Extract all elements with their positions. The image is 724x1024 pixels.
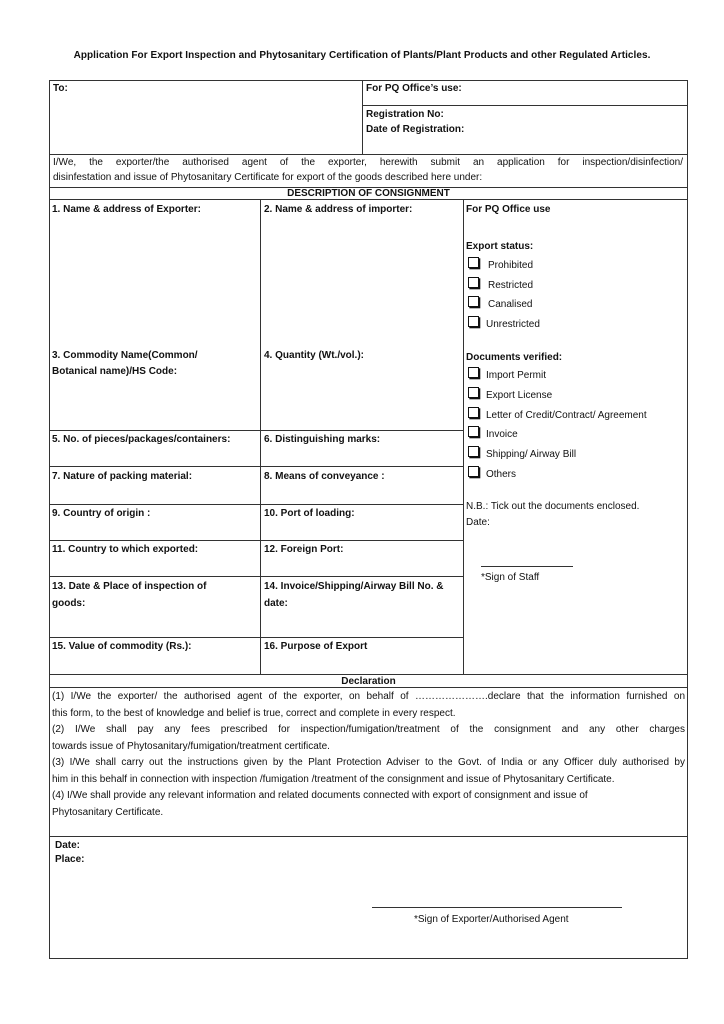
field-invoice-line1: 14. Invoice/Shipping/Airway Bill No. & — [264, 581, 444, 592]
exporter-signature-line — [372, 907, 622, 908]
option-label: Letter of Credit/Contract/ Agreement — [486, 410, 647, 421]
export-status-label: Export status: — [466, 241, 534, 252]
checkbox-icon[interactable] — [468, 446, 479, 457]
option-label: Restricted — [488, 280, 534, 291]
declaration-heading: Declaration — [341, 676, 396, 687]
intro-line-1: I/We, the exporter/the authorised agent of the exporter, herewith submit an application for inspection/disinfection/ — [53, 157, 683, 168]
declaration-p1-line2: this form, to the best of knowledge and belief is true, correct and complete in every respect. — [52, 708, 456, 719]
checkbox-icon[interactable] — [468, 257, 479, 268]
nb-note: N.B.: Tick out the documents enclosed. — [466, 501, 640, 512]
documents-verified-label: Documents verified: — [466, 352, 563, 363]
to-label: To: — [53, 83, 68, 94]
field-country-origin: 9. Country of origin : — [52, 508, 151, 519]
exporter-signature-label: *Sign of Exporter/Authorised Agent — [414, 914, 569, 925]
checkbox-icon[interactable] — [468, 466, 479, 477]
consignment-heading: DESCRIPTION OF CONSIGNMENT — [287, 188, 450, 199]
checkbox-icon[interactable] — [468, 367, 479, 378]
declaration-p4-line1: (4) I/We shall provide any relevant information and related documents connected with export of consignment and issue of — [52, 790, 588, 801]
field-port-loading: 10. Port of loading: — [264, 508, 355, 519]
declaration-p3-line2: him in this behalf in connection with inspection /fumigation /treatment of the consignment and issue of Phytosanitary Certificate. — [52, 774, 615, 785]
checkbox-icon[interactable] — [468, 426, 479, 437]
checkbox-icon[interactable] — [468, 277, 479, 288]
field-commodity-line2: Botanical name)/HS Code: — [52, 366, 178, 377]
field-value: 15. Value of commodity (Rs.): — [52, 641, 192, 652]
field-inspection-line2: goods: — [52, 598, 86, 609]
footer-date-label: Date: — [55, 840, 81, 851]
field-packing-material: 7. Nature of packing material: — [52, 471, 193, 482]
declaration-p3-line1: (3) I/We shall carry out the instructions given by the Plant Protection Adviser to the Govt. of India or any Officer duly authorised by — [52, 757, 685, 768]
option-label: Canalised — [488, 299, 533, 310]
field-commodity-line1: 3. Commodity Name(Common/ — [52, 350, 198, 361]
option-label: Import Permit — [486, 370, 547, 381]
checkbox-icon[interactable] — [468, 316, 479, 327]
option-label: Shipping/ Airway Bill — [486, 449, 577, 460]
checkbox-icon[interactable] — [468, 387, 479, 398]
field-distinguishing-marks: 6. Distinguishing marks: — [264, 434, 381, 445]
declaration-p1-line1: (1) I/We the exporter/ the authorised agent of the exporter, on behalf of ………………….declare that the information furnished on — [52, 691, 685, 702]
checkbox-icon[interactable] — [468, 407, 479, 418]
declaration-p2-line1: (2) I/We shall pay any fees prescribed for inspection/fumigation/treatment of the consignment and any other charges — [52, 724, 685, 735]
field-foreign-port: 12. Foreign Port: — [264, 544, 344, 555]
option-label: Export License — [486, 390, 553, 401]
option-label: Invoice — [486, 429, 518, 440]
field-conveyance: 8. Means of conveyance : — [264, 471, 385, 482]
field-invoice-line2: date: — [264, 598, 288, 609]
pq-office-heading: For PQ Office use — [466, 204, 551, 215]
registration-no-label: Registration No: — [366, 109, 444, 120]
field-importer: 2. Name & address of importer: — [264, 204, 413, 215]
declaration-p2-line2: towards issue of Phytosanitary/fumigation/treatment certificate. — [52, 741, 330, 752]
option-label: Others — [486, 469, 517, 480]
option-label: Prohibited — [488, 260, 534, 271]
field-purpose: 16. Purpose of Export — [264, 641, 368, 652]
option-label: Unrestricted — [486, 319, 540, 330]
field-packages: 5. No. of pieces/packages/containers: — [52, 434, 231, 445]
intro-line-2: disinfestation and issue of Phytosanitary Certificate for export of the goods described here under: — [53, 172, 483, 183]
pq-date-label: Date: — [466, 517, 490, 528]
form-title: Application For Export Inspection and Phytosanitary Certification of Plants/Plant Products and other Regulated Articles. — [73, 50, 651, 61]
declaration-p4-line2: Phytosanitary Certificate. — [52, 807, 164, 818]
field-country-export: 11. Country to which exported: — [52, 544, 199, 555]
pq-office-use-label: For PQ Office’s use: — [366, 83, 462, 94]
checkbox-icon[interactable] — [468, 296, 479, 307]
field-quantity: 4. Quantity (Wt./vol.): — [264, 350, 364, 361]
footer-place-label: Place: — [55, 854, 85, 865]
field-inspection-line1: 13. Date & Place of inspection of — [52, 581, 207, 592]
staff-signature-label: *Sign of Staff — [481, 572, 540, 583]
registration-date-label: Date of Registration: — [366, 124, 465, 135]
field-exporter: 1. Name & address of Exporter: — [52, 204, 201, 215]
staff-signature-line — [481, 566, 573, 567]
